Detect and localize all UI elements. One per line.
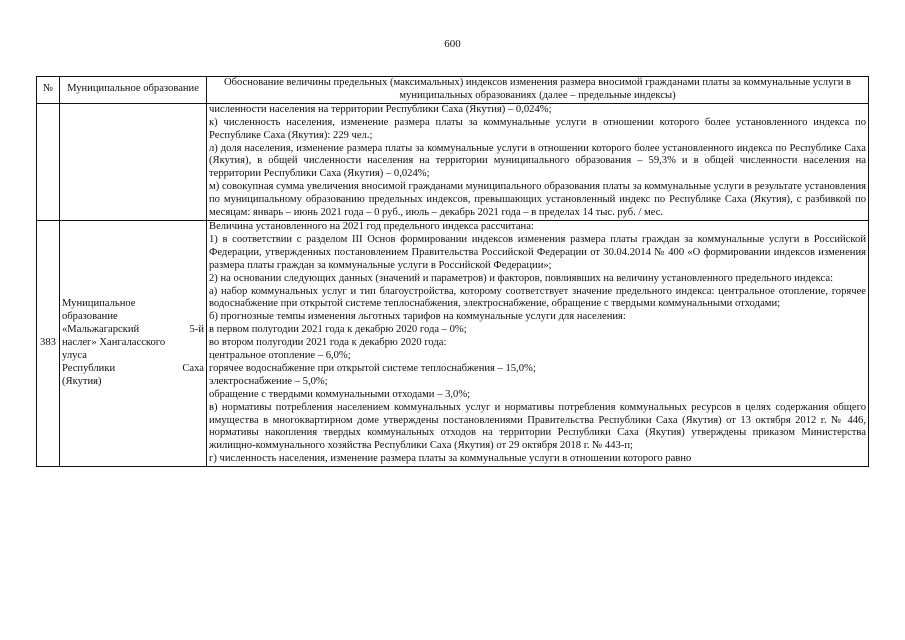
row-number: 383	[37, 220, 60, 466]
justification-paragraph: к) численность населения, изменение размера платы за коммунальные услуги в отношении которого более установленного индекса по Республике Саха (Якутия): 229 чел.;	[209, 116, 866, 141]
table-header-row	[37, 77, 869, 104]
municipality-cell	[60, 103, 207, 220]
justification-paragraph: Величина установленного на 2021 год предельного индекса рассчитана:	[209, 220, 534, 232]
justification-paragraph: б) прогнозные темпы изменения льготных тарифов на коммунальные услуги для населения:	[209, 311, 626, 323]
justification-paragraph: численности населения на территории Республики Саха (Якутия) – 0,024%;	[209, 103, 552, 115]
justification-paragraph: г) численность населения, изменение размера платы за коммунальные услуги в отношении которого равно	[209, 453, 692, 465]
justification-paragraph: в первом полугодии 2021 года к декабрю 2020 года – 0%;	[209, 324, 467, 336]
justification-paragraph: обращение с твердыми коммунальными отходами – 3,0%;	[209, 388, 471, 400]
justification-paragraph: л) доля населения, изменение размера платы за коммунальные услуги в отношении которого более установленного индекса по Республике Саха (Якутия), в общей численности населения на территории муниципального образования – 59,3% и в общей численности населения на территории Республики Саха (Якутия) – 0,024%;	[209, 142, 866, 180]
justification-paragraph: электроснабжение – 5,0%;	[209, 375, 328, 387]
justification-paragraph: во втором полугодии 2021 года к декабрю 2020 года:	[209, 337, 447, 349]
justification-paragraph: в) нормативы потребления населением коммунальных услуг и нормативы потребления коммунальных ресурсов в целях содержания общего имущества в многоквартирном доме утверждены постановлениями Правительства Республики Саха (Якутия) от 13 октября 2012 г. № 446, нормативы накопления твердых коммунальных отходов на территории Республики Саха (Якутия) утверждены приказом Министерства жилищно-коммунального хозяйства Республики Саха (Якутия) от 29 октября 2018 г. № 443-п;	[209, 401, 866, 452]
justification-cell	[207, 220, 869, 466]
header-municipality: Муниципальное образование	[60, 77, 207, 104]
municipality-line: Республики Саха	[62, 362, 204, 374]
header-justification: Обоснование величины предельных (максимальных) индексов изменения размера вносимой гражданами платы за коммунальные услуги в муниципальных образованиях (далее – предельные индексы)	[207, 77, 869, 104]
justification-paragraph: 1) в соответствии с разделом III Основ формировании индексов изменения размера платы граждан за коммунальные услуги в Российской Федерации, утвержденных постановлением Правительства Российской Федерации от 30.04.2014 № 400 «О формировании индексов изменения размера платы граждан за коммунальные услуги в Российской Федерации»;	[209, 233, 866, 271]
municipality-cell	[60, 220, 207, 466]
index-justification-table	[36, 76, 869, 467]
justification-cell	[207, 103, 869, 220]
municipality-line: наслег» Хангаласского	[62, 337, 166, 349]
justification-paragraph: а) набор коммунальных услуг и тип благоустройства, которому соответствует значение предельного индекса: центральное отопление, горячее водоснабжение при открытой системе теплоснабжения, электроснабжение, обращение с твердыми коммунальными отходами;	[209, 285, 866, 310]
municipality-line: образование	[62, 311, 118, 323]
justification-paragraph: м) совокупная сумма увеличения вносимой гражданами муниципального образования платы за коммунальные услуги в результате установления по муниципальному образованию предельных индексов, превышающих установленный индекс по Республике Саха (Якутия), с разбивкой по месяцам: январь – июнь 2021 года – 0 руб., июль – декабрь 2021 года – в пределах 14 тыс. руб. / мес.	[209, 181, 866, 219]
header-num: №	[37, 77, 60, 104]
row-number	[37, 103, 60, 220]
municipality-line: улуса	[62, 350, 87, 362]
municipality-line: Муниципальное	[62, 298, 136, 310]
table-row	[37, 220, 869, 466]
table-row	[37, 103, 869, 220]
justification-paragraph: центральное отопление – 6,0%;	[209, 350, 351, 362]
page-number: 600	[444, 38, 461, 50]
municipality-line: (Якутия)	[62, 375, 102, 387]
justification-paragraph: 2) на основании следующих данных (значений и параметров) и факторов, повлиявших на величину установленного предельного индекса:	[209, 272, 834, 284]
justification-paragraph: горячее водоснабжение при открытой системе теплоснабжения – 15,0%;	[209, 362, 536, 374]
municipality-line: «Мальжагарский 5-й	[62, 324, 204, 336]
